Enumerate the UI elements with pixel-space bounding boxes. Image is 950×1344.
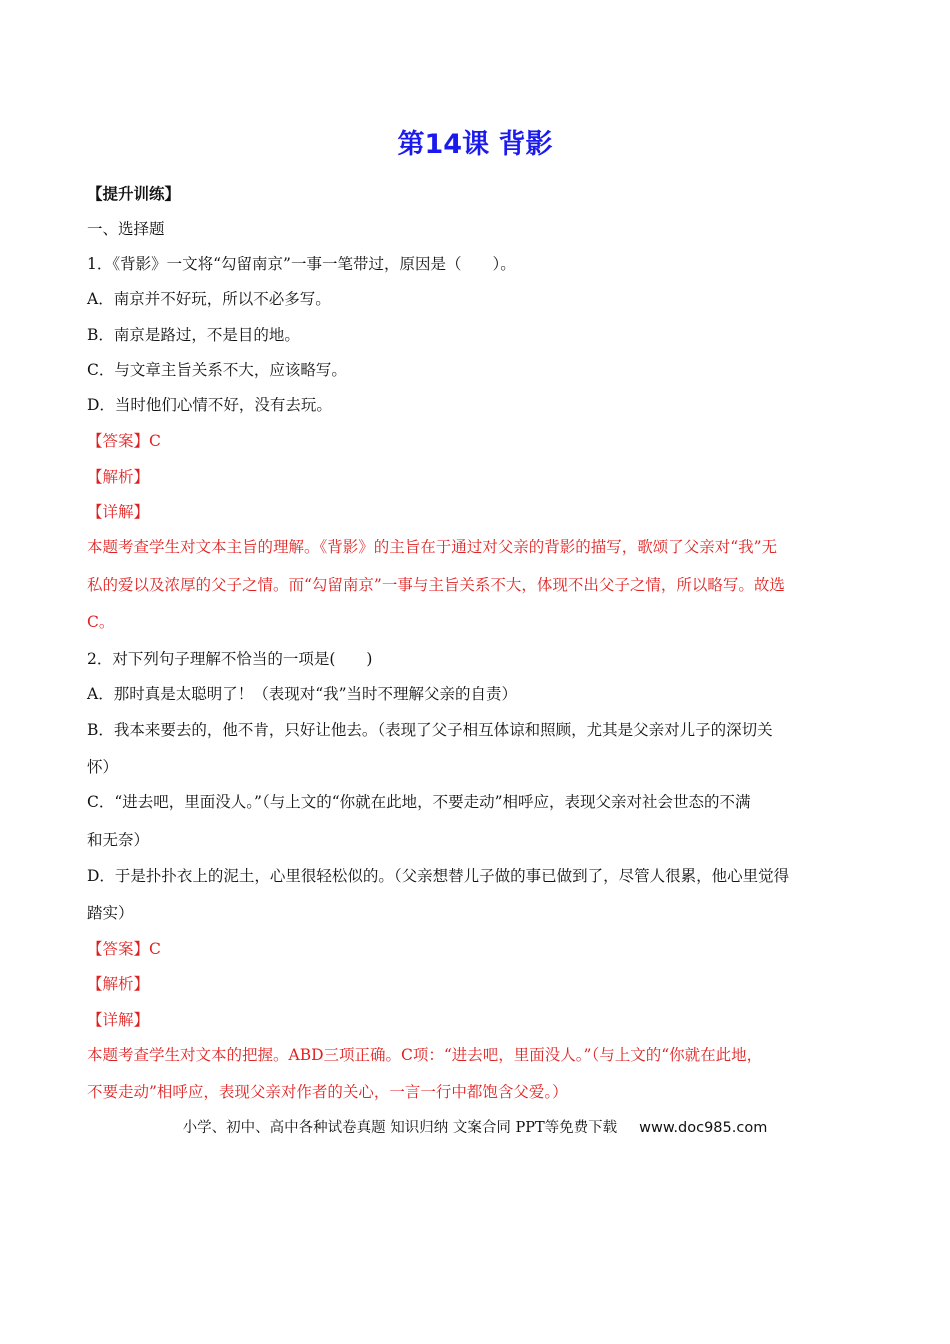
footer (0, 1116, 950, 1137)
text-line: 【提升训练】 (87, 185, 181, 203)
text-line: 和无奈） (87, 831, 150, 849)
footer-text: 小学、初中、高中各种试卷真题 知识归纳 文案合同 PPT等免费下载 (182, 1120, 618, 1136)
text-line: 不要走动”相呼应，表现父亲对作者的关心，一言一行中都饱含父爱。） (87, 1083, 568, 1101)
text-line: A．南京并不好玩，所以不必多写。 (87, 290, 331, 308)
text-line: 【解析】 (87, 468, 150, 486)
text-line: 2．对下列句子理解不恰当的一项是( ) (87, 650, 373, 668)
text-line: C。 (87, 613, 115, 631)
text-line: D．于是扑扑衣上的泥土，心里很轻松似的。（父亲想替儿子做的事已做到了，尽管人很累，他心里觉得 (87, 867, 790, 885)
text-line: 【详解】 (87, 503, 150, 521)
text-line: C．“进去吧，里面没人。”（与上文的“你就在此地，不要走动”相呼应，表现父亲对社会世态的不满 (87, 793, 751, 811)
footer-url: www.doc985.com (639, 1120, 768, 1136)
text-line: 【答案】C (87, 940, 161, 958)
text-line: A．那时真是太聪明了！（表现对“我”当时不理解父亲的自责） (87, 685, 518, 703)
text-line: 本题考查学生对文本的把握。ABD三项正确。C项：“进去吧，里面没人。”（与上文的“你就在此地， (87, 1046, 763, 1064)
text-line: 怀） (87, 758, 119, 776)
text-line: 【详解】 (87, 1011, 150, 1029)
text-line: B．南京是路过，不是目的地。 (87, 326, 300, 344)
text-line: 【答案】C (87, 432, 161, 450)
text-line: C．与文章主旨关系不大，应该略写。 (87, 361, 347, 379)
text-line: B．我本来要去的，他不肯，只好让他去。（表现了父子相互体谅和照顾，尤其是父亲对儿子的深切关 (87, 721, 773, 739)
text-line: 本题考查学生对文本主旨的理解。《背影》的主旨在于通过对父亲的背影的描写，歌颂了父亲对“我”无 (87, 538, 778, 556)
text-line: 一、选择题 (87, 220, 165, 238)
text-line: 私的爱以及浓厚的父子之情。而“勾留南京”一事与主旨关系不大，体现不出父子之情，所以略写。故选 (87, 576, 785, 594)
text-line: D．当时他们心情不好，没有去玩。 (87, 396, 332, 414)
page-title: 第14课 背影 (397, 129, 553, 160)
text-line: 踏实） (87, 904, 134, 922)
text-line: 【解析】 (87, 975, 150, 993)
text-line: 1．《背影》一文将“勾留南京”一事一笔带过，原因是（ ）。 (87, 255, 516, 273)
